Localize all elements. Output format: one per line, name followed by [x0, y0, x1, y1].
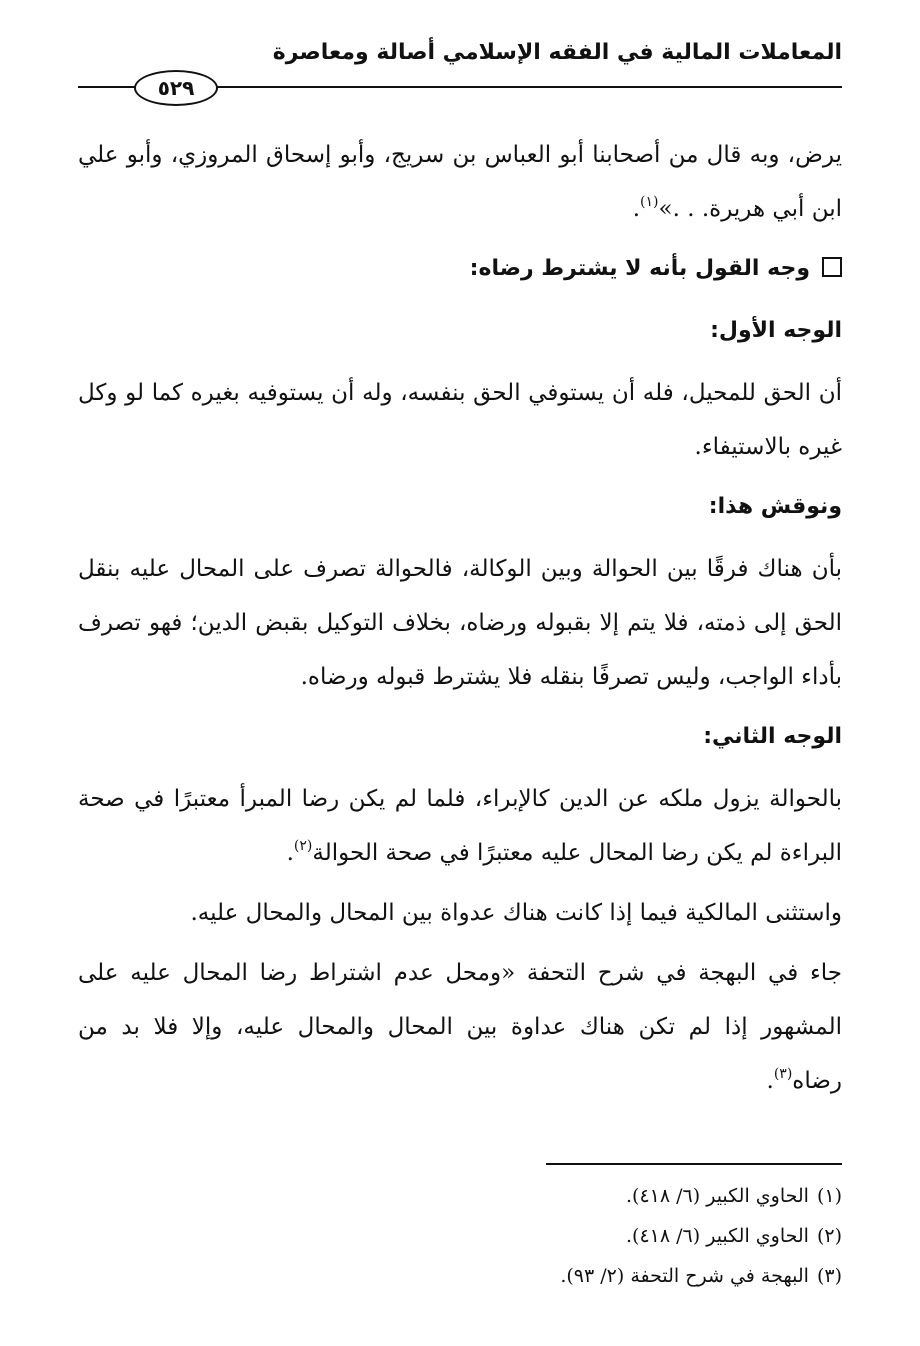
paragraph-4-text: بالحوالة يزول ملكه عن الدين كالإبراء، فلما لم يكن رضا المبرأ معتبرًا في صحة البراءة لم يكن رضا المحال عليه معتبرًا في صحة الحوالة [78, 786, 842, 866]
paragraph-1 [78, 128, 842, 236]
paragraph-1-text: يرض، وبه قال من أصحابنا أبو العباس بن سريج، وأبو إسحاق المروزي، وأبو علي ابن أبي هريرة. . .» [78, 142, 842, 222]
footnote-text: الحاوي الكبير (٦/ ٤١٨). [626, 1225, 809, 1247]
paragraph-6 [78, 946, 842, 1108]
footnote-number: (٢) [816, 1225, 842, 1247]
footnote-number: (١) [816, 1185, 842, 1207]
paragraph-5: واستثنى المالكية فيما إذا كانت هناك عدواة بين المحال والمحال عليه. [190, 900, 842, 926]
section-heading [78, 242, 842, 296]
running-title: المعاملات المالية في الفقه الإسلامي أصالة ومعاصرة [272, 40, 842, 65]
footnote-ref-1: (١) [640, 194, 659, 210]
section-heading-text: وجه القول بأنه لا يشترط رضاه: [469, 256, 810, 281]
footnote-ref-2: (٢) [293, 838, 313, 854]
paragraph-3: بأن هناك فرقًا بين الحوالة وبين الوكالة، فالحوالة تصرف على المحال عليه بنقل الحق إلى ذمته، فلا يتم إلا بقبوله ورضاه، بخلاف التوكيل بقبض الدين؛ فهو تصرف بأداء الواجب، وليس تصرفًا بنقله فلا يشترط قبوله ورضاه. [78, 556, 842, 690]
footnote-ref-3: (٣) [773, 1066, 793, 1082]
paragraph-4 [78, 772, 842, 880]
page-number-badge: ٥٢٩ [134, 70, 218, 106]
second-aspect-heading: الوجه الثاني: [703, 724, 842, 749]
footnote-item [78, 1216, 842, 1256]
footnote-text: البهجة في شرح التحفة (٢/ ٩٣). [560, 1265, 809, 1287]
footnote-item [78, 1176, 842, 1216]
paragraph-6-text: جاء في البهجة في شرح التحفة «ومحل عدم اشتراط رضا المحال عليه على المشهور إذا لم تكن هناك عداوة بين المحال والمحال عليه، وإلا فلا بد من رضاه [78, 960, 842, 1094]
paragraph-4-end: . [286, 840, 294, 866]
first-aspect-heading: الوجه الأول: [710, 318, 842, 343]
paragraph-1-end: . [632, 196, 641, 222]
footnote-separator [546, 1163, 842, 1165]
discussion-heading: ونوقش هذا: [708, 494, 842, 519]
footnote-item [78, 1256, 842, 1296]
footnote-number: (٣) [816, 1265, 842, 1287]
paragraph-2: أن الحق للمحيل، فله أن يستوفي الحق بنفسه، وله أن يستوفيه بغيره كما لو وكل غيره بالاستيفاء. [78, 380, 842, 460]
paragraph-6-end: . [766, 1068, 774, 1094]
footnotes [78, 1176, 842, 1296]
footnote-text: الحاوي الكبير (٦/ ٤١٨). [626, 1185, 809, 1207]
main-text [78, 128, 842, 1114]
checkbox-square-icon [822, 257, 842, 277]
